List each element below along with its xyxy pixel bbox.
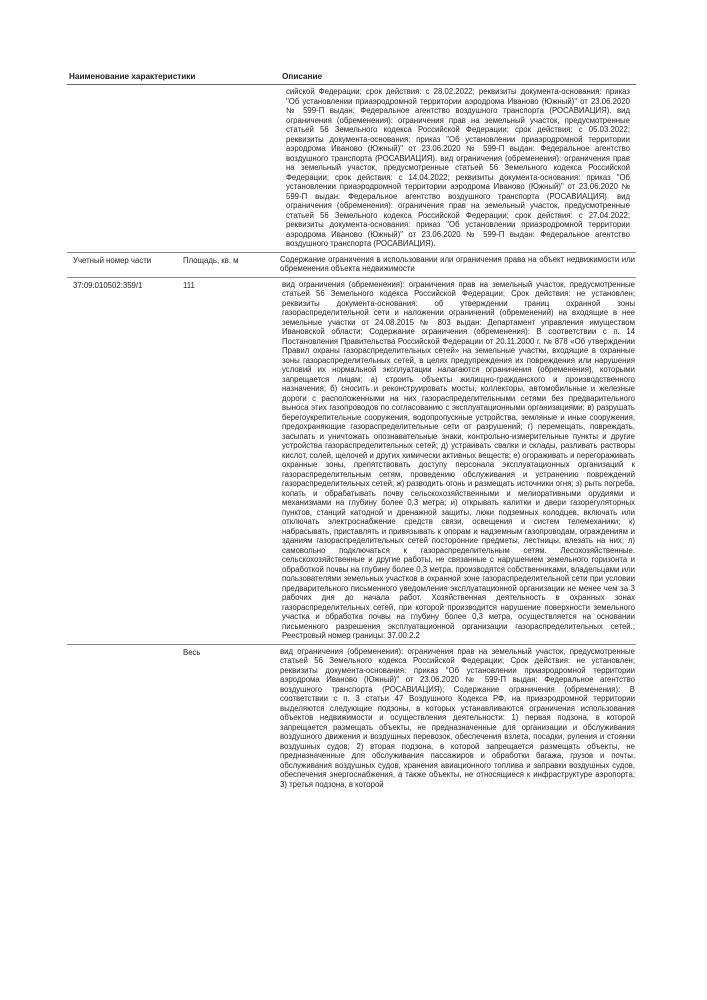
table-row [67,278,636,645]
table-row [67,645,636,793]
header-characteristic-name: Наименование характеристики [69,72,196,81]
header-description: Описание [282,72,323,81]
part-number-cell [67,645,177,793]
part-number-cell: Учетный номер части [73,255,152,265]
extract-table [67,72,636,792]
area-cell [177,85,280,252]
restriction-text: вид ограничения (обременения): ограничения прав на земельный участок, предусмотренные статьей 56 Земельного кодекса Российской Федерации; Срок действия: не установлен; реквизиты документа-основания: об утверждении границ охранной зоны газораспределительной сети и наложении ограничений (обременений) на входящие в нее земельные участки от 24.08.2015 № 803 выдан: Департамент управления имуществом Ивановской области; Содержание ограничения (обременения): В соответствии с п. 14 Постановления Правительства Российской Федерации от 20.11.2000 г. № 878 «Об утверждении Правил охраны газораспределительных сетей» на земельные участки, входящие в охранные зоны газораспределительных сетей, в целях предупреждения их повреждения или нарушения условий их нормальной эксплуатации налагаются ограничения (обременения), которыми запрещается лицам: а) строить объекты жилищно-гражданского и производственного назначения; б) сносить и реконструировать мосты, коллекторы, автомобильные и железные дороги с расположенными на них газораспределительными сетями без предварительного выноса этих газопроводов по согласованию с эксплуатационными организациями; в) разрушать берегоукрепительные сооружения, водопропускные устройства, земляные и иные сооружения, предохраняющие газораспределительные сети от разрушений; г) перемещать, повреждать, засыпать и уничтожать опознавательные знаки, контрольно-измерительные пункты и другие устройства газораспределительных сетей; д) устраивать свалки и склады, разливать растворы кислот, солей, щелочей и других химически активных веществ; е) огораживать и перегораживать охранные зоны, препятствовать доступу персонала эксплуатационных организаций к газораспределительным сетям, проведению обслуживания и устранению повреждений газораспределительных сетей; ж) разводить огонь и размещать источники огня; з) рыть погреба, копать и обрабатывать почву сельскохозяйственными и мелиоративными орудиями и механизмами на глубину более 0,3 метра; и) открывать калитки и двери газорегуляторных пунктов, станций катодной и дренажной защиты, люки подземных колодцев, включать или отключать электроснабжение средств связи, освещения и систем телемеханики; к) набрасывать, приставлять и привязывать к опорам и надземным газопроводам, ограждениям и зданиям газораспределительных сетей посторонние предметы, лестницы, влезать на них; л) самовольно подключаться к газораспределительным сетям. Лесохозяйственные, сельскохозяйственные и другие работы, не связанные с нарушением земельного горизонта и обработкой почвы на глубину более 0,3 метра, производятся собственниками, владельцами или пользователями земельных участков в охранной зоне газораспределительной сети при условии предварительного письменного уведомления эксплуатационной организации не менее чем за 3 рабочих дня до начала работ. Хозяйственная деятельность в охранных зонах газораспределительных сетей, при которой производится нарушение поверхности земельного участка и обработка почвы на глубину более 0,3 метра, осуществляется на основании письменного разрешения эксплуатационной организации газораспределительных сетей.; Реестровый номер границы: 37.00.2.2 [282,279,635,640]
restriction-text: Содержание ограничения в использовании или ограничения права на объект недвижимости или обременения объекта недвижимости [280,254,635,273]
restriction-text: сийской Федерации; срок действия: с 28.02.2022; реквизиты документа-основания: приказ "Об установлении приаэродромной территории аэродрома Иваново (Южный)" от 23.06.2020 № 599-П выдан: Федеральное агентство воздушного транспорта (РОСАВИАЦИЯ). вид ограничения (обременения): ограничения прав на земельный участок, предусмотренные статьей 56 Земельного кодекса Российской Федерации; срок действия: с 05.03.2022; реквизиты документа-основания: приказ "Об установлении приаэродромной территории аэродрома Иваново (Южный)" от 23.06.2020 № 599-П выдан: Федеральное агентство воздушного транспорта (РОСАВИАЦИЯ). вид ограничения (обременения): ограничения прав на земельный участок, предусмотренные статьей 56 Земельного кодекса Российской Федерации; срок действия: с 14.04.2022; реквизиты документа-основания: приказ "Об установлении приаэродромной территории аэродрома Иваново (Южный)" от 23.06.2020 № 599-П выдан: Федеральное агентство воздушного транспорта (РОСАВИАЦИЯ). вид ограничения (обременения): ограничения прав на земельный участок, предусмотренные статьей 56 Земельного кодекса Российской Федерации; срок действия: с 27.04.2022; реквизиты документа-основания: приказ "Об установлении приаэродромной территории аэродрома Иваново (Южный)" от 23.06.2020 № 599-П выдан: Федеральное агентство воздушного транспорта (РОСАВИАЦИЯ). [286,87,630,248]
table-header [67,72,636,85]
part-number-cell [67,85,177,252]
area-cell: 111 [183,280,195,290]
area-cell: Площадь, кв. м [183,255,239,265]
table-row [67,85,636,253]
restriction-text: вид ограничения (обременения): ограничения прав на земельный участок, предусмотренные статьей 56 Земельного кодекса Российской Федерации; Срок действия: не установлен; реквизиты документа-основания: приказ "Об установлении приаэродромной территории аэродрома Иваново (Южный)" от 23.06.2020 № 599-П выдан: Федеральное агентство воздушного транспорта (РОСАВИАЦИЯ); Содержание ограничения (обременения): В соответствии с п. 3 статьи 47 Воздушного Кодекса РФ, на приаэродромной территории выделяются следующие подзоны, в которых устанавливаются ограничения использования объектов недвижимости и осуществления деятельности: 1) первая подзона, в которой запрещается размещать объекты, не предназначенные для организации и обслуживания воздушного движения и воздушных перевозок, обеспечения взлета, посадки, руления и стоянки воздушных судов; 2) вторая подзона, в которой запрещается размещать объекты, не предназначенные для обслуживания пассажиров и обработки багажа, грузов и почты, обслуживания воздушных судов, хранения авиационного топлива и заправки воздушных судов, обеспечения энергоснабжения, а также объекты, не относящиеся к инфраструктуре аэропорта; 3) третья подзона, в которой [280,646,635,789]
table-row [67,253,636,278]
area-cell: Весь [183,647,201,657]
part-number-cell: 37:09:010502:359/1 [73,280,143,290]
